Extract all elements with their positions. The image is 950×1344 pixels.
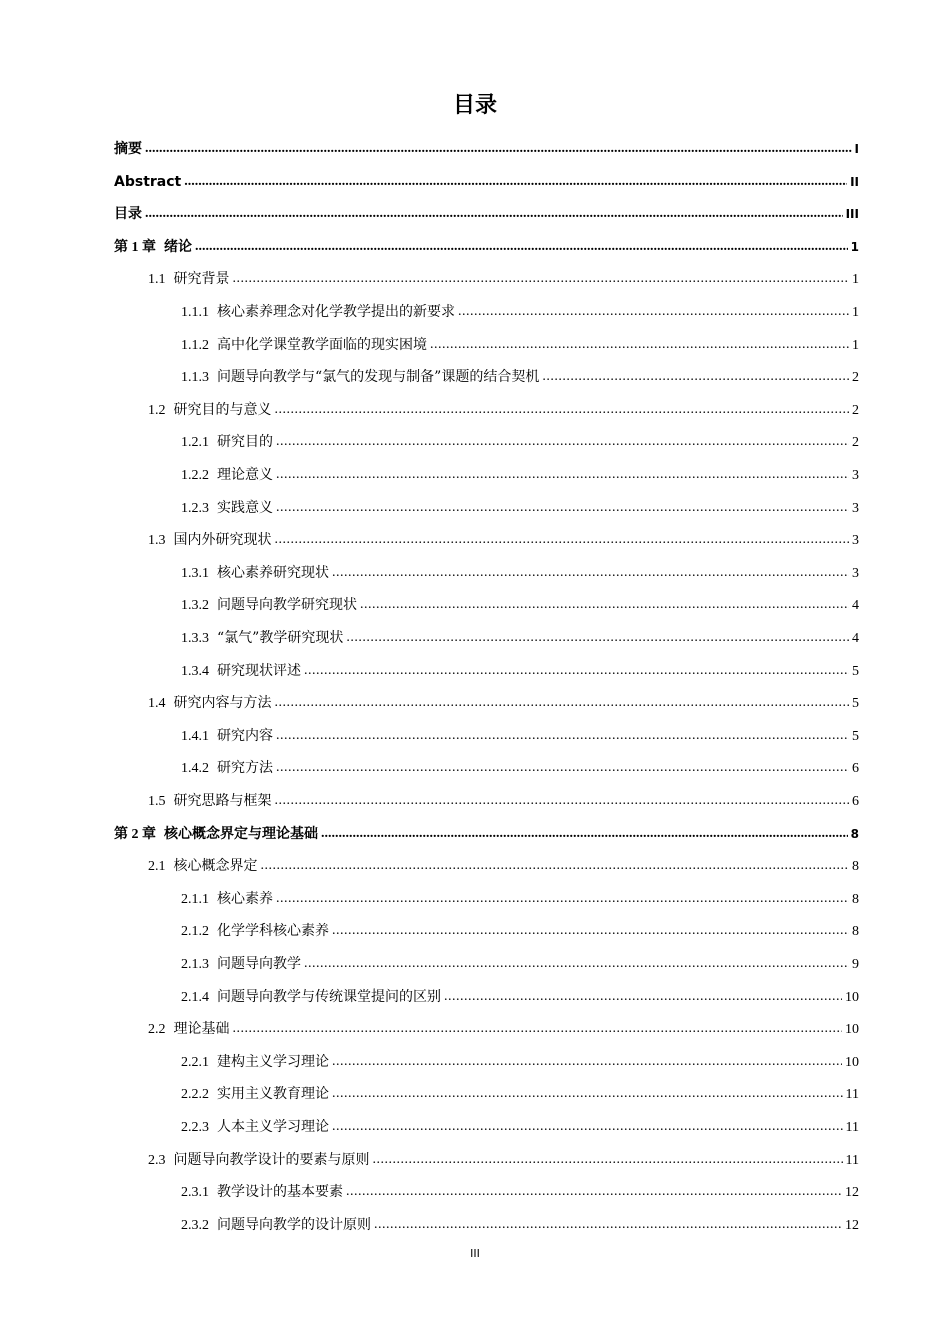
toc-entry-title: 问题导向教学的设计原则 bbox=[217, 1216, 371, 1233]
toc-dot-leader bbox=[332, 1051, 842, 1073]
toc-entry[interactable] bbox=[181, 953, 859, 975]
toc-entry-number: 1.3.4 bbox=[181, 663, 209, 679]
toc-entry-title: 研究现状评述 bbox=[217, 662, 301, 679]
toc-entry[interactable] bbox=[148, 399, 859, 421]
toc-entry-page: 2 bbox=[852, 370, 859, 386]
toc-dot-leader bbox=[542, 366, 849, 388]
toc-entry-number: 2.2.3 bbox=[181, 1120, 209, 1135]
toc-entry-title: 核心素养 bbox=[217, 890, 273, 907]
toc-entry-number: 2.3.2 bbox=[181, 1217, 209, 1233]
toc-dot-leader bbox=[332, 1116, 843, 1138]
toc-entry-number: 2.1.1 bbox=[181, 891, 209, 907]
toc-dot-leader bbox=[332, 1083, 843, 1105]
toc-entry-title: 摘要 bbox=[114, 141, 142, 157]
toc-dot-leader bbox=[321, 823, 848, 845]
toc-entry-title: 研究方法 bbox=[217, 760, 273, 777]
toc-entry-title: 核心素养研究现状 bbox=[217, 564, 329, 581]
toc-entry[interactable] bbox=[148, 1018, 859, 1040]
toc-entry-page: 10 bbox=[845, 1054, 859, 1070]
toc-dot-leader bbox=[444, 986, 842, 1008]
toc-entry-number: 1.1.3 bbox=[181, 370, 209, 386]
toc-entry-page: 11 bbox=[845, 1152, 859, 1168]
toc-entry-page: 6 bbox=[852, 794, 859, 809]
toc-entry-number: 1.5 bbox=[148, 794, 166, 809]
toc-entry[interactable] bbox=[148, 268, 859, 290]
toc-dot-leader bbox=[373, 1149, 843, 1171]
toc-dot-leader bbox=[145, 138, 852, 160]
toc-entry-number: 1.1.1 bbox=[181, 305, 209, 320]
toc-dot-leader bbox=[275, 399, 850, 421]
toc-entry-number: 第 2 章 bbox=[114, 826, 156, 842]
toc-entry-number: 1.2.2 bbox=[181, 468, 209, 483]
toc-dot-leader bbox=[346, 1181, 842, 1203]
toc-entry-title: 国内外研究现状 bbox=[173, 532, 272, 549]
toc-entry[interactable] bbox=[181, 497, 859, 519]
toc-entry-page: 1 bbox=[852, 337, 859, 353]
toc-entry-number: 2.1.2 bbox=[181, 924, 209, 940]
toc-entry[interactable] bbox=[181, 366, 859, 388]
toc-dot-leader bbox=[275, 692, 850, 714]
toc-entry-page: II bbox=[850, 174, 859, 189]
toc-entry-page: 5 bbox=[852, 728, 859, 744]
toc-entry-title: 研究目的 bbox=[217, 434, 273, 451]
toc-entry-page: 2 bbox=[852, 402, 859, 418]
toc-entry-page: 2 bbox=[852, 435, 859, 451]
toc-entry-page: 11 bbox=[845, 1120, 859, 1135]
toc-entry-page: 5 bbox=[852, 696, 859, 712]
toc-entry-number: 1.2.1 bbox=[181, 435, 209, 451]
toc-entry-title: Abstract bbox=[114, 173, 182, 190]
toc-dot-leader bbox=[458, 301, 849, 323]
toc-entry-page: 3 bbox=[852, 533, 859, 549]
toc-entry[interactable] bbox=[114, 823, 859, 845]
toc-entry-title: 核心概念界定 bbox=[173, 858, 258, 875]
toc-dot-leader bbox=[276, 757, 849, 779]
toc-entry[interactable] bbox=[181, 1083, 859, 1105]
toc-entry[interactable] bbox=[181, 562, 859, 584]
page-number: III bbox=[470, 1247, 480, 1260]
toc-entry-number: 1.3 bbox=[148, 533, 166, 549]
toc-entry-page: 1 bbox=[850, 239, 859, 254]
toc-entry-title: 研究背景 bbox=[173, 271, 230, 288]
toc-entry-title: “氯气”教学研究现状 bbox=[217, 630, 344, 646]
toc-entry-number: 2.1.4 bbox=[181, 989, 209, 1005]
toc-dot-leader bbox=[304, 660, 849, 682]
toc-dot-leader bbox=[275, 529, 850, 551]
toc-dot-leader bbox=[184, 171, 847, 193]
toc-entry-number: 1.4.1 bbox=[181, 728, 209, 744]
toc-entry[interactable] bbox=[148, 529, 859, 551]
toc-entry-page: 10 bbox=[845, 1022, 859, 1038]
toc-entry[interactable] bbox=[148, 790, 859, 812]
toc-dot-leader bbox=[374, 1214, 842, 1236]
toc-entry[interactable] bbox=[114, 138, 859, 160]
toc-dot-leader bbox=[233, 1018, 843, 1040]
toc-dot-leader bbox=[145, 203, 843, 225]
toc-entry-number: 1.3.2 bbox=[181, 598, 209, 614]
toc-entry-page: 11 bbox=[845, 1087, 859, 1103]
toc-entry-number: 1.2 bbox=[148, 402, 166, 418]
page-title: 目录 bbox=[452, 93, 497, 118]
toc-entry-title: 问题导向教学与“氯气的发现与制备”课题的结合契机 bbox=[217, 369, 540, 386]
toc-entry[interactable] bbox=[148, 1149, 859, 1171]
toc-entry[interactable] bbox=[181, 725, 859, 747]
toc-entry-page: 12 bbox=[845, 1185, 859, 1201]
toc-entry[interactable] bbox=[114, 171, 859, 193]
toc-entry-page: 10 bbox=[845, 989, 859, 1005]
toc-entry[interactable] bbox=[181, 1051, 859, 1073]
toc-entry-title: 目录 bbox=[114, 206, 142, 223]
toc-entry-page: 5 bbox=[852, 663, 859, 679]
toc-entry-number: 1.1 bbox=[148, 272, 166, 288]
toc-entry-page: I bbox=[854, 142, 859, 156]
toc-entry[interactable] bbox=[181, 627, 859, 649]
toc-entry[interactable] bbox=[181, 888, 859, 910]
toc-entry-number: 1.4 bbox=[148, 696, 166, 712]
toc-entry-title: 问题导向教学设计的要素与原则 bbox=[173, 1151, 370, 1168]
toc-entry-page: 8 bbox=[852, 924, 859, 940]
toc-entry[interactable] bbox=[181, 464, 859, 486]
toc-entry-title: 建构主义学习理论 bbox=[217, 1053, 329, 1070]
toc-entry-number: 2.2 bbox=[148, 1022, 166, 1038]
toc-entry-page: III bbox=[845, 207, 859, 222]
toc-dot-leader bbox=[276, 464, 849, 486]
toc-dot-leader bbox=[304, 953, 849, 975]
toc-dot-leader bbox=[276, 497, 849, 519]
toc-entry-title: 研究思路与框架 bbox=[173, 793, 272, 809]
toc-entry[interactable] bbox=[181, 920, 859, 942]
toc-entry[interactable] bbox=[181, 1181, 859, 1203]
toc-entry-number: 1.4.2 bbox=[181, 761, 209, 777]
toc-entry-page: 3 bbox=[852, 565, 859, 581]
toc-entry-title: 研究内容 bbox=[217, 727, 273, 744]
toc-entry-title: 绪论 bbox=[164, 238, 192, 255]
toc-entry-number: 2.3 bbox=[148, 1152, 166, 1168]
toc-entry-title: 研究目的与意义 bbox=[173, 401, 272, 418]
toc-entry-page: 8 bbox=[850, 826, 859, 841]
toc-entry-page: 6 bbox=[852, 761, 859, 777]
toc-dot-leader bbox=[276, 431, 849, 453]
toc-entry-title: 教学设计的基本要素 bbox=[217, 1184, 343, 1201]
toc-entry[interactable] bbox=[181, 334, 859, 356]
toc-dot-leader bbox=[430, 334, 849, 356]
toc-entry-title: 化学学科核心素养 bbox=[217, 923, 329, 940]
toc-entry-number: 1.3.3 bbox=[181, 631, 209, 646]
toc-entry-number: 2.2.2 bbox=[181, 1087, 209, 1103]
toc-entry-title: 问题导向教学研究现状 bbox=[217, 597, 357, 614]
toc-entry[interactable] bbox=[181, 986, 859, 1008]
toc-entry-page: 1 bbox=[852, 272, 859, 288]
toc-dot-leader bbox=[276, 888, 849, 910]
toc-entry-title: 实用主义教育理论 bbox=[217, 1086, 329, 1103]
toc-entry-title: 人本主义学习理论 bbox=[217, 1119, 329, 1135]
toc-entry-number: 第 1 章 bbox=[114, 239, 156, 255]
toc-entry[interactable] bbox=[148, 855, 859, 877]
toc-dot-leader bbox=[233, 268, 850, 290]
toc-entry-title: 问题导向教学与传统课堂提问的区别 bbox=[217, 988, 441, 1005]
toc-dot-leader bbox=[346, 627, 849, 649]
toc-entry-number: 2.2.1 bbox=[181, 1054, 209, 1070]
toc-dot-leader bbox=[195, 236, 848, 258]
toc-entry-number: 2.1 bbox=[148, 859, 166, 875]
toc-entry[interactable] bbox=[148, 692, 859, 714]
toc-entry-title: 实践意义 bbox=[217, 499, 273, 516]
toc-entry-number: 2.1.3 bbox=[181, 957, 209, 972]
toc-entry-page: 8 bbox=[852, 891, 859, 907]
toc-entry[interactable] bbox=[181, 594, 859, 616]
toc-dot-leader bbox=[275, 790, 850, 812]
toc-dot-leader bbox=[332, 920, 849, 942]
toc-entry-title: 理论意义 bbox=[217, 467, 273, 483]
toc-dot-leader bbox=[261, 855, 850, 877]
toc-entry-number: 1.2.3 bbox=[181, 500, 209, 516]
toc-entry[interactable] bbox=[181, 431, 859, 453]
toc-entry[interactable] bbox=[181, 1116, 859, 1138]
toc-entry[interactable] bbox=[181, 301, 859, 323]
toc-entry[interactable] bbox=[181, 757, 859, 779]
toc-entry[interactable] bbox=[114, 203, 859, 225]
toc-entry-page: 1 bbox=[852, 305, 859, 320]
toc-entry-page: 4 bbox=[852, 631, 859, 646]
toc-entry[interactable] bbox=[181, 1214, 859, 1236]
toc-entry-title: 问题导向教学 bbox=[217, 956, 301, 972]
toc-entry-page: 4 bbox=[852, 598, 859, 614]
toc-entry-page: 3 bbox=[852, 500, 859, 516]
toc-entry-title: 高中化学课堂教学面临的现实困境 bbox=[217, 336, 427, 353]
toc-entry[interactable] bbox=[114, 236, 859, 258]
toc-entry-page: 3 bbox=[852, 468, 859, 483]
toc-entry-number: 2.3.1 bbox=[181, 1185, 209, 1201]
toc-entry-number: 1.3.1 bbox=[181, 565, 209, 581]
toc-entry-title: 研究内容与方法 bbox=[173, 695, 272, 712]
toc-entry-page: 8 bbox=[852, 859, 859, 875]
toc-dot-leader bbox=[332, 562, 849, 584]
toc-entry-number: 1.1.2 bbox=[181, 337, 209, 353]
toc-entry-title: 核心概念界定与理论基础 bbox=[164, 825, 318, 842]
toc-entry-title: 核心素养理念对化学教学提出的新要求 bbox=[217, 304, 455, 320]
toc-entry-page: 9 bbox=[852, 957, 859, 972]
toc-dot-leader bbox=[276, 725, 849, 747]
toc-entry-page: 12 bbox=[845, 1217, 859, 1233]
toc-entry-title: 理论基础 bbox=[173, 1021, 230, 1038]
toc-entry[interactable] bbox=[181, 660, 859, 682]
toc-dot-leader bbox=[360, 594, 849, 616]
